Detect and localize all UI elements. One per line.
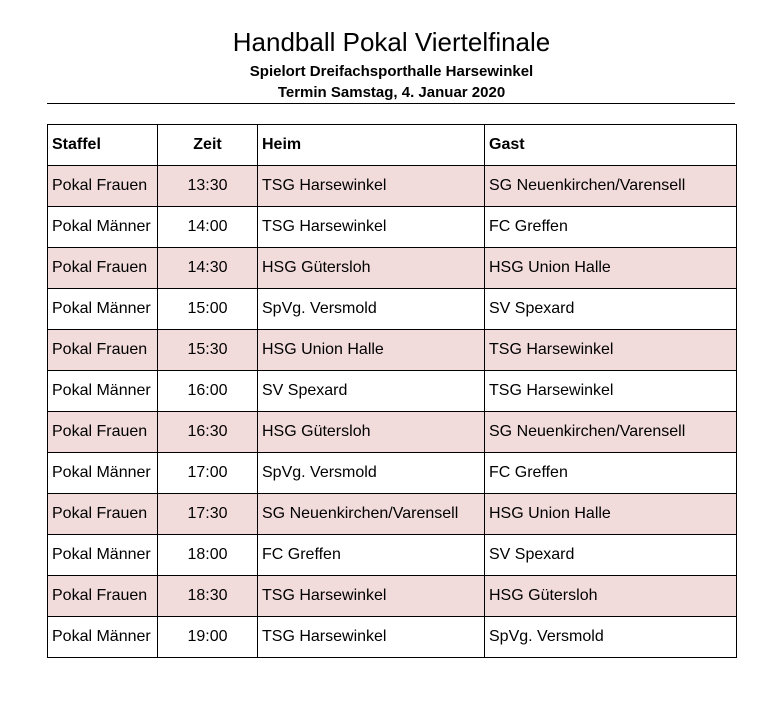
cell-zeit: 18:00 xyxy=(158,535,258,576)
cell-heim: HSG Gütersloh xyxy=(258,248,485,289)
cell-heim: TSG Harsewinkel xyxy=(258,166,485,207)
cell-staffel: Pokal Männer xyxy=(48,617,158,658)
cell-staffel: Pokal Männer xyxy=(48,371,158,412)
cell-gast: HSG Gütersloh xyxy=(485,576,737,617)
cell-zeit: 18:30 xyxy=(158,576,258,617)
header-divider xyxy=(47,103,735,104)
header-zeit: Zeit xyxy=(158,125,258,166)
cell-heim: SpVg. Versmold xyxy=(258,453,485,494)
date-line: Termin Samstag, 4. Januar 2020 xyxy=(277,84,506,101)
table-row xyxy=(48,576,737,617)
cell-gast: FC Greffen xyxy=(485,207,737,248)
cell-zeit: 16:30 xyxy=(158,412,258,453)
cell-staffel: Pokal Männer xyxy=(48,207,158,248)
table-row xyxy=(48,535,737,576)
table-row xyxy=(48,248,737,289)
cell-staffel: Pokal Männer xyxy=(48,289,158,330)
cell-heim: SpVg. Versmold xyxy=(258,289,485,330)
cell-gast: FC Greffen xyxy=(485,453,737,494)
table-row xyxy=(48,494,737,535)
cell-zeit: 14:30 xyxy=(158,248,258,289)
cell-gast: SpVg. Versmold xyxy=(485,617,737,658)
cell-gast: SG Neuenkirchen/Varensell xyxy=(485,166,737,207)
cell-gast: HSG Union Halle xyxy=(485,494,737,535)
schedule-body xyxy=(48,166,737,658)
table-row xyxy=(48,617,737,658)
cell-staffel: Pokal Frauen xyxy=(48,166,158,207)
cell-zeit: 13:30 xyxy=(158,166,258,207)
header-gast: Gast xyxy=(485,125,737,166)
cell-zeit: 17:30 xyxy=(158,494,258,535)
cell-zeit: 16:00 xyxy=(158,371,258,412)
cell-heim: FC Greffen xyxy=(258,535,485,576)
cell-gast: TSG Harsewinkel xyxy=(485,330,737,371)
cell-staffel: Pokal Männer xyxy=(48,453,158,494)
cell-gast: HSG Union Halle xyxy=(485,248,737,289)
cell-gast: TSG Harsewinkel xyxy=(485,371,737,412)
cell-heim: TSG Harsewinkel xyxy=(258,576,485,617)
cell-heim: SV Spexard xyxy=(258,371,485,412)
cell-heim: TSG Harsewinkel xyxy=(258,207,485,248)
table-row xyxy=(48,371,737,412)
cell-staffel: Pokal Frauen xyxy=(48,576,158,617)
cell-staffel: Pokal Frauen xyxy=(48,494,158,535)
schedule-table xyxy=(47,124,737,658)
table-row xyxy=(48,289,737,330)
table-row xyxy=(48,166,737,207)
cell-zeit: 15:00 xyxy=(158,289,258,330)
cell-staffel: Pokal Männer xyxy=(48,535,158,576)
header-staffel: Staffel xyxy=(48,125,158,166)
cell-zeit: 19:00 xyxy=(158,617,258,658)
cell-gast: SV Spexard xyxy=(485,289,737,330)
cell-heim: HSG Union Halle xyxy=(258,330,485,371)
table-row xyxy=(48,330,737,371)
table-row xyxy=(48,412,737,453)
venue-line: Spielort Dreifachsporthalle Harsewinkel xyxy=(249,63,534,80)
table-row xyxy=(48,453,737,494)
cell-zeit: 17:00 xyxy=(158,453,258,494)
header-heim: Heim xyxy=(258,125,485,166)
cell-staffel: Pokal Frauen xyxy=(48,248,158,289)
cell-zeit: 15:30 xyxy=(158,330,258,371)
table-row xyxy=(48,207,737,248)
document-title: Handball Pokal Viertelfinale xyxy=(232,27,551,57)
cell-zeit: 14:00 xyxy=(158,207,258,248)
cell-heim: HSG Gütersloh xyxy=(258,412,485,453)
cell-staffel: Pokal Frauen xyxy=(48,412,158,453)
cell-gast: SG Neuenkirchen/Varensell xyxy=(485,412,737,453)
cell-staffel: Pokal Frauen xyxy=(48,330,158,371)
cell-heim: TSG Harsewinkel xyxy=(258,617,485,658)
cell-heim: SG Neuenkirchen/Varensell xyxy=(258,494,485,535)
table-header-row xyxy=(48,125,737,166)
cell-gast: SV Spexard xyxy=(485,535,737,576)
